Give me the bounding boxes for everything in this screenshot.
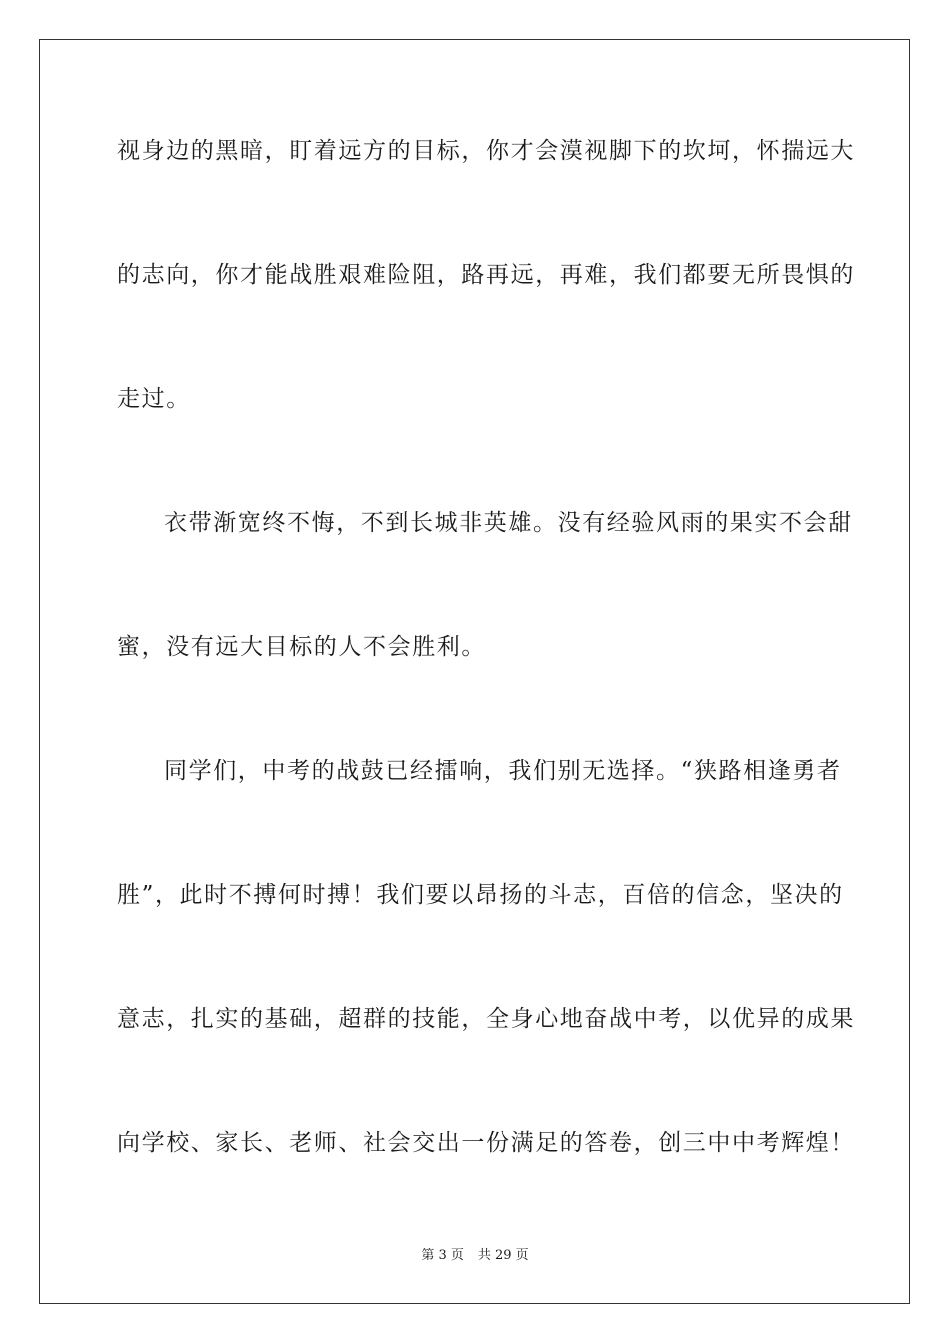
text-line-3: 走过。 (117, 386, 191, 412)
text-line-9: 向学校、家长、老师、社会交出一份满足的答卷，创三中中考辉煌！ (117, 1130, 855, 1156)
page-footer (0, 1247, 950, 1265)
total-pages: 共 29 页 (477, 1248, 529, 1263)
text-line-4: 衣带渐宽终不悔，不到长城非英雄。没有经验风雨的果实不会甜 (164, 510, 853, 536)
text-line-5: 蜜，没有远大目标的人不会胜利。 (117, 634, 486, 660)
text-line-2: 的志向，你才能战胜艰难险阻，路再远，再难，我们都要无所畏惧的 (117, 262, 855, 288)
text-line-8: 意志，扎实的基础，超群的技能，全身心地奋战中考，以优异的成果 (117, 1006, 855, 1032)
text-line-1: 视身边的黑暗，盯着远方的目标，你才会漠视脚下的坎坷，怀揣远大 (117, 138, 855, 164)
text-line-6: 同学们，中考的战鼓已经擂响，我们别无选择。“狭路相逢勇者 (164, 758, 842, 784)
text-line-7: 胜”，此时不搏何时搏！我们要以昂扬的斗志，百倍的信念，坚决的 (117, 882, 844, 908)
page-border (39, 39, 910, 1304)
page-number: 第 3 页 (421, 1248, 464, 1263)
